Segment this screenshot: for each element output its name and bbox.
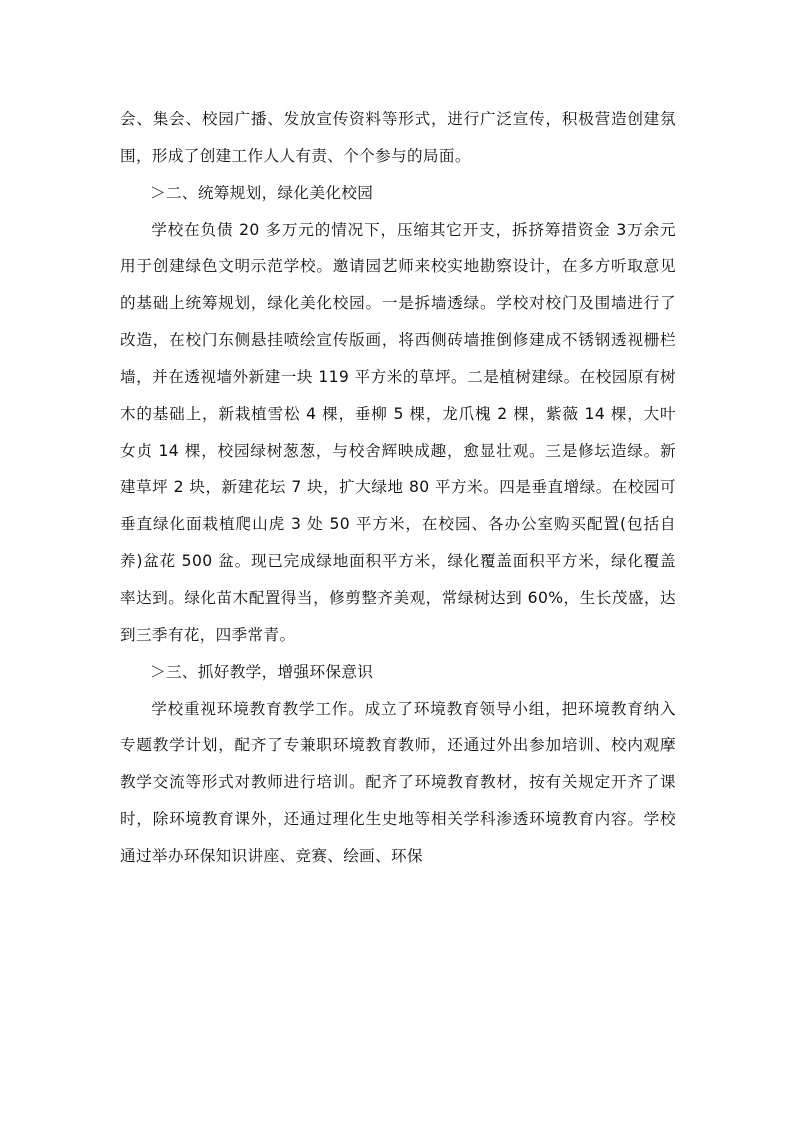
paragraph-environmental-education: 学校重视环境教育教学工作。成立了环境教育领导小组，把环境教育纳入专题教学计划，配齐了专兼职环境教育教师，还通过外出参加培训、校内观摩教学交流等形式对教师进行培训。配齐了环境教育教材，按有关规定开齐了课时，除环境教育课外，还通过理化生史地等相关学科渗透环境教育内容。学校通过举办环保知识讲座、竞赛、绘画、环保: [120, 699, 676, 865]
section-heading-two: ＞二、统筹规划，绿化美化校园: [150, 183, 374, 202]
paragraph-continuation: 会、集会、校园广播、发放宣传资料等形式，进行广泛宣传，积极营造创建氛围，形成了创建工作人人有责、个个参与的局面。: [120, 110, 676, 165]
paragraph-greening-campus: 学校在负债 20 多万元的情况下，压缩其它开支，拆挤筹措资金 3万余元用于创建绿色文明示范学校。邀请园艺师来校实地勘察设计，在多方听取意见的基础上统筹规划，绿化美化校园。一是拆墙透绿。学校对校门及围墙进行了改造，在校门东侧悬挂喷绘宣传版画，将西侧砖墙推倒修建成不锈钢透视栅栏墙，并在透视墙外新建一块 119 平方米的草坪。二是植树建绿。在校园原有树木的基础上，新栽植雪松 4 棵，垂柳 5 棵，龙爪槐 2 棵，紫薇 14 棵，大叶女贞 14 棵，校园绿树葱葱，与校舍辉映成趣，愈显壮观。三是修坛造绿。新建草坪 2 块，新建花坛 7 块，扩大绿地 80 平方米。四是垂直增绿。在校园可垂直绿化面栽植爬山虎 3 处 50 平方米，在校园、各办公室购买配置(包括自养)盆花 500 盆。现已完成绿地面积平方米，绿化覆盖面积平方米，绿化覆盖率达到。绿化苗木配置得当，修剪整齐美观，常绿树达到 60%，生长茂盛，达到三季有花，四季常青。: [120, 220, 676, 644]
document-body: [120, 101, 676, 875]
section-heading-three: ＞三、抓好教学，增强环保意识: [150, 662, 374, 681]
